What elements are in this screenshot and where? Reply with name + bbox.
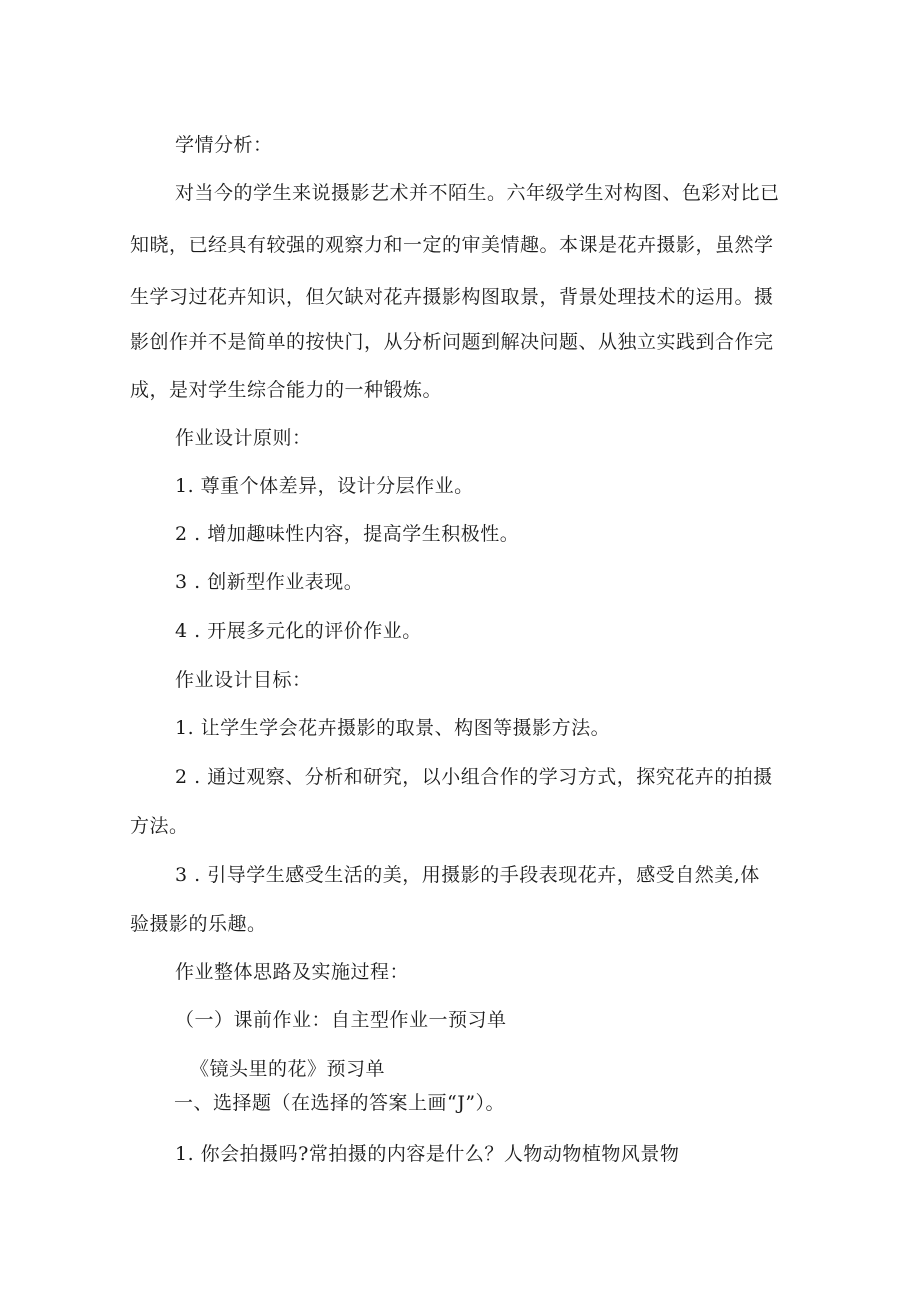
principle-item: 3 . 创新型作业表现。 <box>175 571 364 593</box>
principle-item: 2 . 增加趣味性内容，提高学生积极性。 <box>175 523 520 545</box>
analysis-paragraph-line: 成，是对学生综合能力的一种锻炼。 <box>130 379 443 401</box>
worksheet-title: 《镜头里的花》预习单 <box>190 1058 386 1080</box>
principle-item: 4 . 开展多元化的评价作业。 <box>175 620 422 642</box>
question-item: 1. 你会拍摄吗?常拍摄的内容是什么？人物动物植物风景物 <box>175 1143 680 1165</box>
goal-item: 3 . 引导学生感受生活的美，用摄影的手段表现花卉，感受自然美,体 <box>175 864 760 886</box>
analysis-paragraph-line: 对当今的学生来说摄影艺术并不陌生。六年级学生对构图、色彩对比已 <box>175 182 780 204</box>
goal-item-continuation: 方法。 <box>130 815 189 837</box>
subsection-pre-class-homework: （一）课前作业：自主型作业一预习单 <box>175 1009 507 1031</box>
goal-item: 2 . 通过观察、分析和研究，以小组合作的学习方式，探究花卉的拍摄 <box>175 766 773 788</box>
analysis-paragraph-line: 影创作并不是简单的按快门，从分析问题到解决问题、从独立实践到合作完 <box>130 331 774 353</box>
section-heading-design-goals: 作业设计目标： <box>175 669 312 691</box>
section-heading-learning-analysis: 学情分析： <box>175 134 273 156</box>
analysis-paragraph-line: 生学习过花卉知识，但欠缺对花卉摄影构图取景，背景处理技术的运用。摄 <box>130 286 774 308</box>
principle-item: 1. 尊重个体差异，设计分层作业。 <box>175 475 474 497</box>
analysis-paragraph-line: 知晓，已经具有较强的观察力和一定的审美情趣。本课是花卉摄影，虽然学 <box>130 234 774 256</box>
goal-item: 1. 让学生学会花卉摄影的取景、构图等摄影方法。 <box>175 717 611 739</box>
goal-item-continuation: 验摄影的乐趣。 <box>130 913 267 935</box>
question-section-heading: 一、选择题（在选择的答案上画“J”）。 <box>174 1092 506 1114</box>
section-heading-design-principles: 作业设计原则： <box>175 427 312 449</box>
section-heading-implementation: 作业整体思路及实施过程： <box>175 961 410 983</box>
